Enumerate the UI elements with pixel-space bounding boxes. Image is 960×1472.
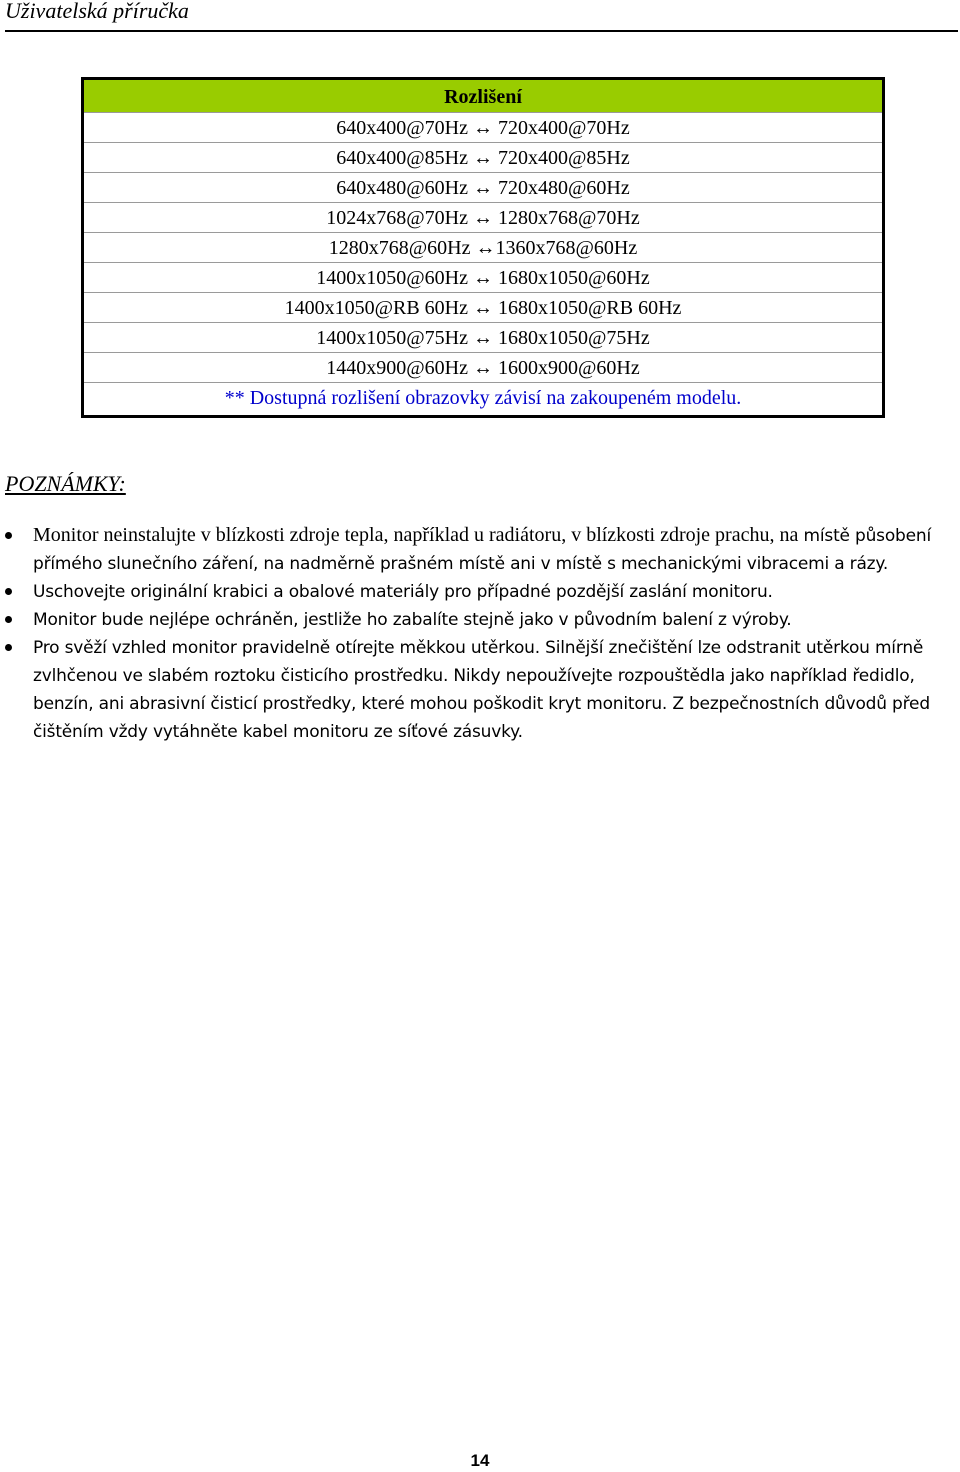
list-item — [0, 634, 960, 746]
bullet-icon — [5, 588, 12, 595]
resolution-row: 1400x1050@RB 60Hz ↔ 1680x1050@RB 60Hz — [84, 293, 882, 323]
document-title: Uživatelská příručka — [5, 0, 189, 23]
resolution-row: 640x400@85Hz ↔ 720x400@85Hz — [84, 143, 882, 173]
notes-heading: POZNÁMKY: — [5, 471, 126, 496]
resolution-availability-note: ** Dostupná rozlišení obrazovky závisí na zakoupeném modelu. — [224, 387, 742, 409]
resolution-row: 1400x1050@75Hz ↔ 1680x1050@75Hz — [84, 323, 882, 353]
resolution-row: 640x480@60Hz ↔ 720x480@60Hz — [84, 173, 882, 203]
page-header — [5, 0, 958, 32]
list-item — [0, 522, 960, 578]
notes-list — [0, 522, 960, 746]
resolution-row: 1024x768@70Hz ↔ 1280x768@70Hz — [84, 203, 882, 233]
resolution-row: 1400x1050@60Hz ↔ 1680x1050@60Hz — [84, 263, 882, 293]
note-text: Pro svěží vzhled monitor pravidelně otírejte měkkou utěrkou. Silnější znečištění lze odstranit utěrkou mírně zvlhčenou ve slabém roztoku čisticího prostředku. Nikdy nepoužívejte rozpouštědla jako například ředidlo, benzín, ani abrasivní čisticí prostředky, které mohou poškodit kryt monitoru. Z bezpečnostních důvodů před čištěním vždy vytáhněte kabel monitoru ze síťové zásuvky. — [33, 638, 930, 742]
note-text: Uschovejte originální krabici a obalové materiály pro případné pozdější zaslání monitoru. — [33, 582, 773, 602]
list-item — [0, 578, 960, 606]
resolution-table-heading: Rozlišení — [84, 80, 882, 113]
note-text-continued: místě působení přímého slunečního záření, na nadměrně prašném místě ani v místě s mechanickými vibracemi a rázy. — [33, 526, 931, 574]
list-item — [0, 606, 960, 634]
bullet-icon — [5, 532, 12, 539]
resolution-row: 1440x900@60Hz ↔ 1600x900@60Hz — [84, 353, 882, 383]
resolution-row: 640x400@70Hz ↔ 720x400@70Hz — [84, 113, 882, 143]
bullet-icon — [5, 616, 12, 623]
note-text: Monitor bude nejlépe ochráněn, jestliže ho zabalíte stejně jako v původním balení z výroby. — [33, 610, 792, 630]
resolution-row: 1280x768@60Hz ↔1360x768@60Hz — [84, 233, 882, 263]
bullet-icon — [5, 644, 12, 651]
resolution-table — [81, 77, 885, 418]
page-number: 14 — [470, 1451, 490, 1470]
note-text: Monitor neinstalujte v blízkosti zdroje tepla, například u radiátoru, v blízkosti zdroje prachu, na — [33, 524, 799, 546]
